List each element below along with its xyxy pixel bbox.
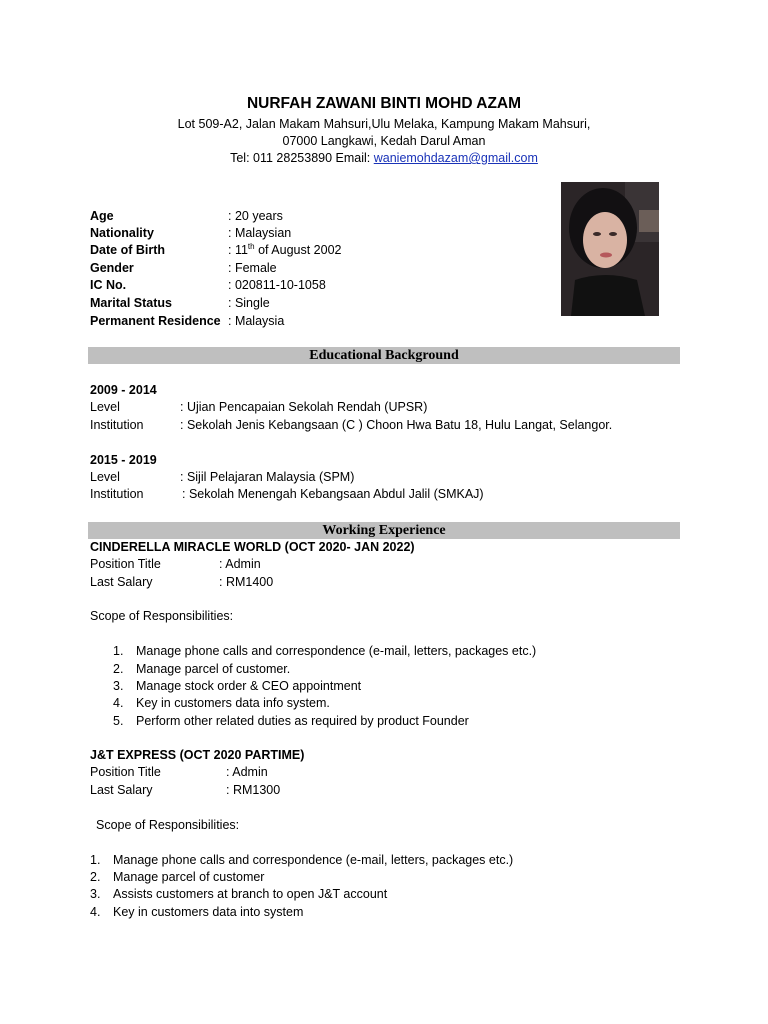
residence-label: Permanent Residence: [90, 314, 221, 328]
marital-label: Marital Status: [90, 296, 172, 310]
edu-institution-1: : Sekolah Jenis Kebangsaan (C ) Choon Hwa Batu 18, Hulu Langat, Selangor.: [180, 418, 613, 432]
edu-years-2: 2015 - 2019: [90, 453, 157, 467]
edu-level-2: : Sijil Pelajaran Malaysia (SPM): [180, 470, 355, 484]
ic-value: : 020811-10-1058: [228, 278, 326, 292]
job-2-duty-number: 3.: [90, 887, 101, 901]
gender-value: : Female: [228, 261, 277, 275]
job-1-duty-number: 1.: [113, 644, 124, 658]
job-1-salary: : RM1400: [219, 575, 274, 589]
edu-years-1: 2009 - 2014: [90, 383, 157, 397]
dob-label: Date of Birth: [90, 243, 165, 257]
job-1-duty: Key in customers data info system.: [136, 696, 330, 710]
address-line-1: Lot 509-A2, Jalan Makam Mahsuri,Ulu Melaka, Kampung Makam Mahsuri,: [177, 117, 591, 131]
job-1-position: : Admin: [219, 557, 261, 571]
job-2-salary: : RM1300: [226, 783, 281, 797]
ic-label: IC No.: [90, 278, 127, 292]
job-2-duty: Assists customers at branch to open J&T account: [113, 887, 388, 901]
gender-label: Gender: [90, 261, 134, 275]
education-heading: Educational Background: [88, 347, 680, 364]
job-2-duty: Manage parcel of customer: [113, 870, 265, 884]
nationality-value: : Malaysian: [228, 226, 292, 240]
dob-value: [228, 242, 341, 259]
job-2-position-label: Position Title: [90, 765, 161, 779]
edu-level-1: : Ujian Pencapaian Sekolah Rendah (UPSR): [180, 400, 428, 414]
job-1-duty-number: 2.: [113, 662, 124, 676]
edu-institution-label-2: Institution: [90, 487, 144, 501]
contact-phone: Tel: 011 28253890 Email:: [230, 151, 374, 165]
job-2-scope-label: Scope of Responsibilities:: [96, 818, 240, 832]
job-2-company: J&T EXPRESS (OCT 2020 PARTIME): [90, 748, 305, 762]
email-link[interactable]: waniemohdazam@gmail.com: [373, 151, 538, 165]
job-1-duty-number: 4.: [113, 696, 124, 710]
job-1-duty-number: 5.: [113, 714, 124, 728]
contact-line: [0, 150, 768, 167]
job-2-duty-number: 1.: [90, 853, 101, 867]
dob-rest: of August 2002: [254, 243, 342, 257]
job-1-duty: Manage parcel of customer.: [136, 662, 291, 676]
edu-institution-label-1: Institution: [90, 418, 144, 432]
job-1-duty: Manage phone calls and correspondence (e-mail, letters, packages etc.): [136, 644, 537, 658]
experience-heading: Working Experience: [88, 522, 680, 539]
job-1-duty: Manage stock order & CEO appointment: [136, 679, 362, 693]
marital-value: : Single: [228, 296, 270, 310]
dob-ordinal: th: [247, 241, 255, 251]
age-label: Age: [90, 209, 114, 223]
edu-level-label-2: Level: [90, 470, 120, 484]
profile-photo: [561, 182, 659, 316]
job-2-duty-number: 2.: [90, 870, 101, 884]
job-1-duty: Perform other related duties as required by product Founder: [136, 714, 469, 728]
nationality-label: Nationality: [90, 226, 154, 240]
job-2-duty: Manage phone calls and correspondence (e-mail, letters, packages etc.): [113, 853, 514, 867]
job-2-salary-label: Last Salary: [90, 783, 153, 797]
edu-level-label-1: Level: [90, 400, 120, 414]
edu-institution-2: : Sekolah Menengah Kebangsaan Abdul Jalil (SMKAJ): [182, 487, 484, 501]
job-2-position: : Admin: [226, 765, 268, 779]
job-2-duty: Key in customers data into system: [113, 905, 304, 919]
job-1-scope-label: Scope of Responsibilities:: [90, 609, 234, 623]
resume-name: NURFAH ZAWANI BINTI MOHD AZAM: [246, 95, 522, 112]
job-1-salary-label: Last Salary: [90, 575, 153, 589]
residence-value: : Malaysia: [228, 314, 285, 328]
age-value: : 20 years: [228, 209, 283, 223]
job-1-company: CINDERELLA MIRACLE WORLD (OCT 2020- JAN 2022): [90, 540, 415, 554]
job-1-duty-number: 3.: [113, 679, 124, 693]
address-line-2: 07000 Langkawi, Kedah Darul Aman: [282, 134, 486, 148]
job-1-position-label: Position Title: [90, 557, 161, 571]
job-2-duty-number: 4.: [90, 905, 101, 919]
dob-day: : 11: [228, 243, 248, 257]
